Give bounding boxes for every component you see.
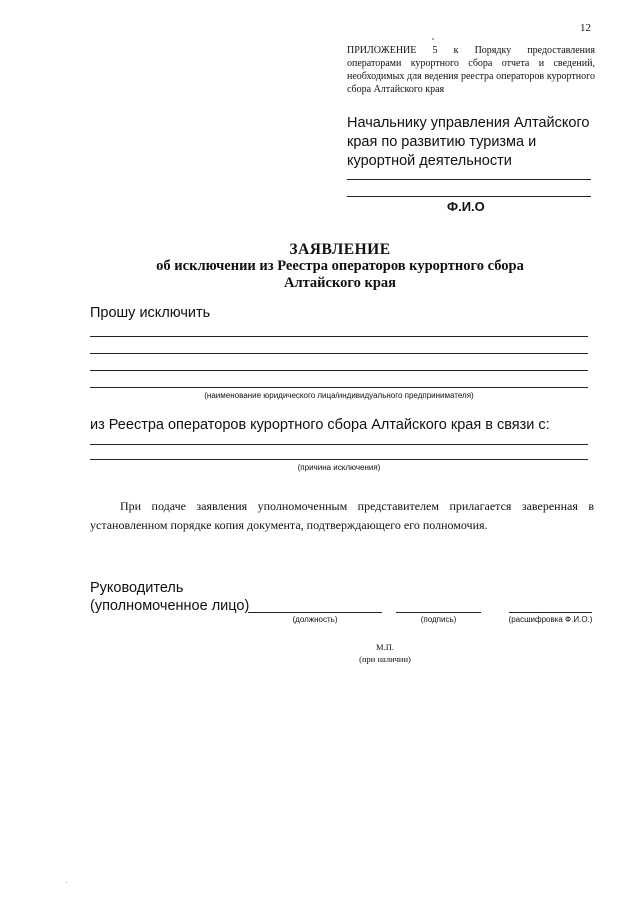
title-subtitle-1: об исключении из Реестра операторов курортного сбора bbox=[156, 258, 524, 274]
stamp-note bbox=[300, 641, 470, 665]
appendix-note: ПРИЛОЖЕНИЕ 5 к Порядку предоставления операторами курортного сбора отчета и сведений, необходимых для ведения реестра операторов курортного сбора Алтайского края bbox=[347, 45, 595, 95]
reason-blank-line-2[interactable] bbox=[90, 459, 588, 460]
decode-caption: (расшифровка Ф.И.О.) bbox=[508, 615, 593, 624]
addressee-block bbox=[347, 114, 607, 171]
entity-blank-line-1[interactable] bbox=[90, 336, 588, 337]
signature-blank-line[interactable] bbox=[396, 612, 481, 613]
signature-caption: (подпись) bbox=[420, 615, 457, 624]
scan-speck bbox=[66, 882, 67, 883]
entity-blank-line-2[interactable] bbox=[90, 353, 588, 354]
decode-blank-line[interactable] bbox=[509, 612, 592, 613]
addressee-line-2: края по развитию туризма и bbox=[347, 134, 537, 150]
reason-blank-line-1[interactable] bbox=[90, 444, 588, 445]
title-subtitle-2: Алтайского края bbox=[284, 275, 396, 291]
title-main: ЗАЯВЛЕНИЕ bbox=[289, 241, 391, 258]
representative-paragraph: При подаче заявления уполномоченным представителем прилагается заверенная в установленном порядке копия документа, подтверждающего его полномочия. bbox=[90, 499, 594, 532]
entity-blank-line-4[interactable] bbox=[90, 387, 588, 388]
position-caption: (должность) bbox=[292, 615, 338, 624]
scan-speck bbox=[432, 38, 434, 40]
addressee-blank-line-1[interactable] bbox=[347, 179, 591, 180]
stamp-if-any: (при наличии) bbox=[359, 654, 411, 664]
head-label: Руководитель bbox=[90, 580, 184, 596]
stamp-label: М.П. bbox=[376, 642, 394, 652]
addressee-line-3: курортной деятельности bbox=[347, 153, 512, 169]
fio-label: Ф.И.О bbox=[447, 199, 485, 214]
page-number: 12 bbox=[580, 22, 591, 34]
document-title bbox=[60, 241, 620, 292]
entity-blank-line-3[interactable] bbox=[90, 370, 588, 371]
reason-caption: (причина исключения) bbox=[297, 463, 381, 472]
request-label: Прошу исключить bbox=[90, 305, 211, 321]
registry-text: из Реестра операторов курортного сбора Алтайского края в связи с: bbox=[90, 417, 550, 433]
addressee-line-1: Начальнику управления Алтайского bbox=[347, 115, 590, 131]
entity-caption: (наименование юридического лица/индивидуального предпринимателя) bbox=[204, 391, 474, 400]
authorized-person-label: (уполномоченное лицо) bbox=[90, 598, 250, 614]
addressee-blank-line-2[interactable] bbox=[347, 196, 591, 197]
position-blank-line[interactable] bbox=[248, 612, 382, 613]
